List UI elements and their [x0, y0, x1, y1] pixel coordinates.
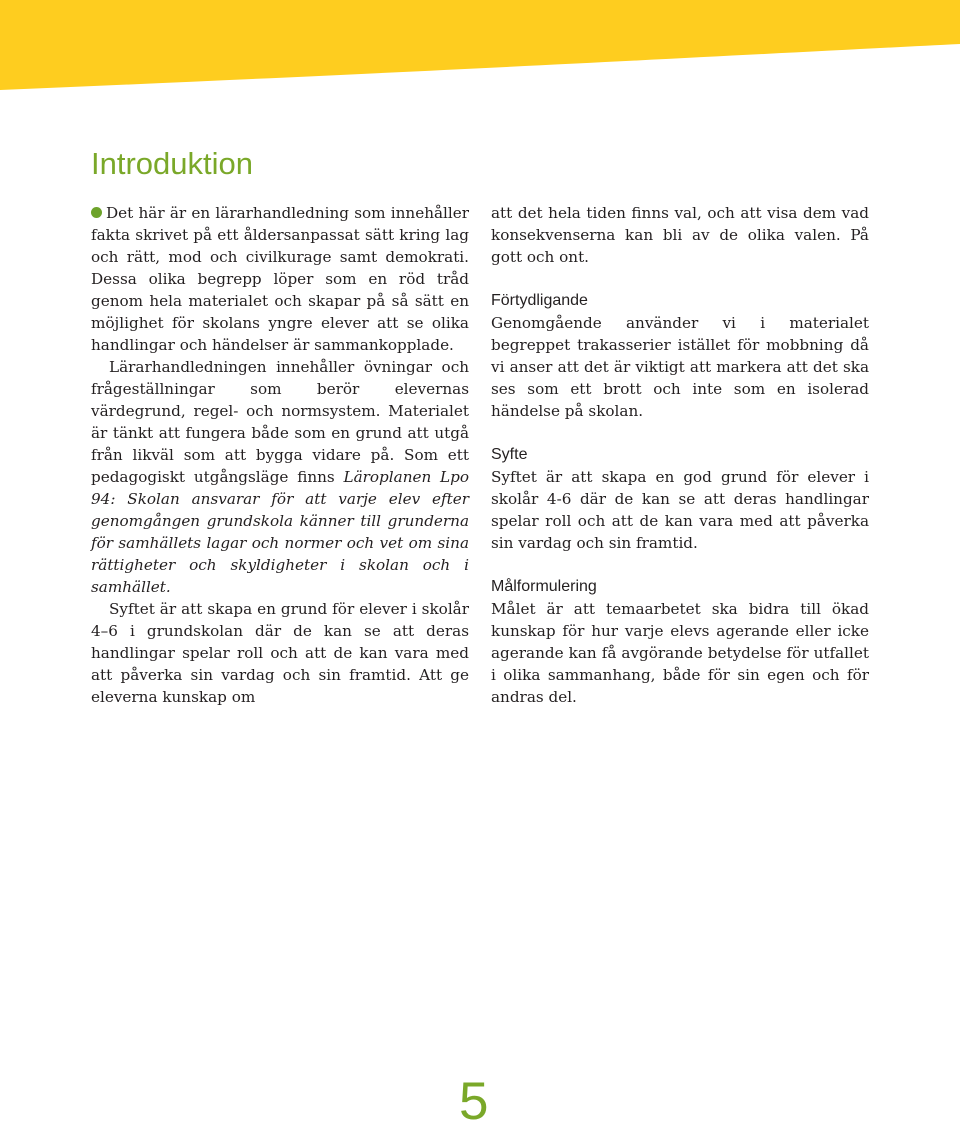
banner-shape [0, 0, 960, 90]
guide-text: Lärarhandledningen innehåller övningar och frågeställningar som berör elevernas värdegrund, regel- och normsystem. Materialet är tänkt att fungera både som en grund att utgå från likväl som att bygga vidare på. Som ett pedagogiskt utgångsläge finns [91, 358, 469, 486]
section-body-malformulering: Målet är att temaarbetet ska bidra till ökad kunskap för hur varje elevs agerande eller icke agerande kan få avgörande betydelse för utfallet i olika sammanhang, både för sin egen och för andras del. [491, 600, 869, 706]
green-bullet-icon [91, 207, 102, 218]
section-heading-malformulering: Målformulering [491, 578, 597, 595]
right-column [491, 202, 869, 708]
intro-text: Det här är en lärarhandledning som innehåller fakta skrivet på ett åldersanpassat sätt kring lag och rätt, mod och civilkurage samt demokrati. Dessa olika begrepp löper som en röd tråd genom hela materialet och skapar på så sätt en möjlighet för skolans yngre elever att se olika handlingar och händelser är sammankopplade. [91, 204, 469, 354]
section-heading-syfte: Syfte [491, 446, 528, 463]
top-banner-swoosh [0, 0, 960, 100]
section-body-fortydligande: Genomgående använder vi i materialet begreppet trakasserier istället för mobbning då vi anser att det är viktigt att markera att det ska ses som ett brott och inte som en isolerad händelse på skolan. [491, 314, 869, 420]
guide-paragraph [91, 356, 469, 598]
continuation-paragraph: att det hela tiden finns val, och att visa dem vad konsekvenserna kan bli av de olika valen. På gott och ont. [491, 204, 869, 266]
page-title: Introduktion [91, 146, 253, 181]
curriculum-quote: Läroplanen Lpo 94: Skolan ansvarar för att varje elev efter genomgången grundskola känner till grunderna för samhällets lagar och normer och vet om sina rättigheter och skyldigheter i skolan och i samhället. [91, 468, 469, 596]
left-column [91, 202, 469, 708]
section-body-syfte: Syftet är att skapa en god grund för elever i skolår 4-6 där de kan se att deras handlingar spelar roll och att de kan vara med att påverka sin vardag och sin framtid. [491, 468, 869, 552]
section-heading-fortydligande: Förtydligande [491, 292, 588, 309]
page-number: 5 [459, 1072, 489, 1131]
purpose-paragraph: Syftet är att skapa en grund för elever i skolår 4–6 i grundskolan där de kan se att deras handlingar spelar roll och att de kan vara med att påverka sin vardag och sin framtid. Att ge eleverna kunskap om [91, 600, 469, 706]
intro-paragraph [91, 202, 469, 356]
